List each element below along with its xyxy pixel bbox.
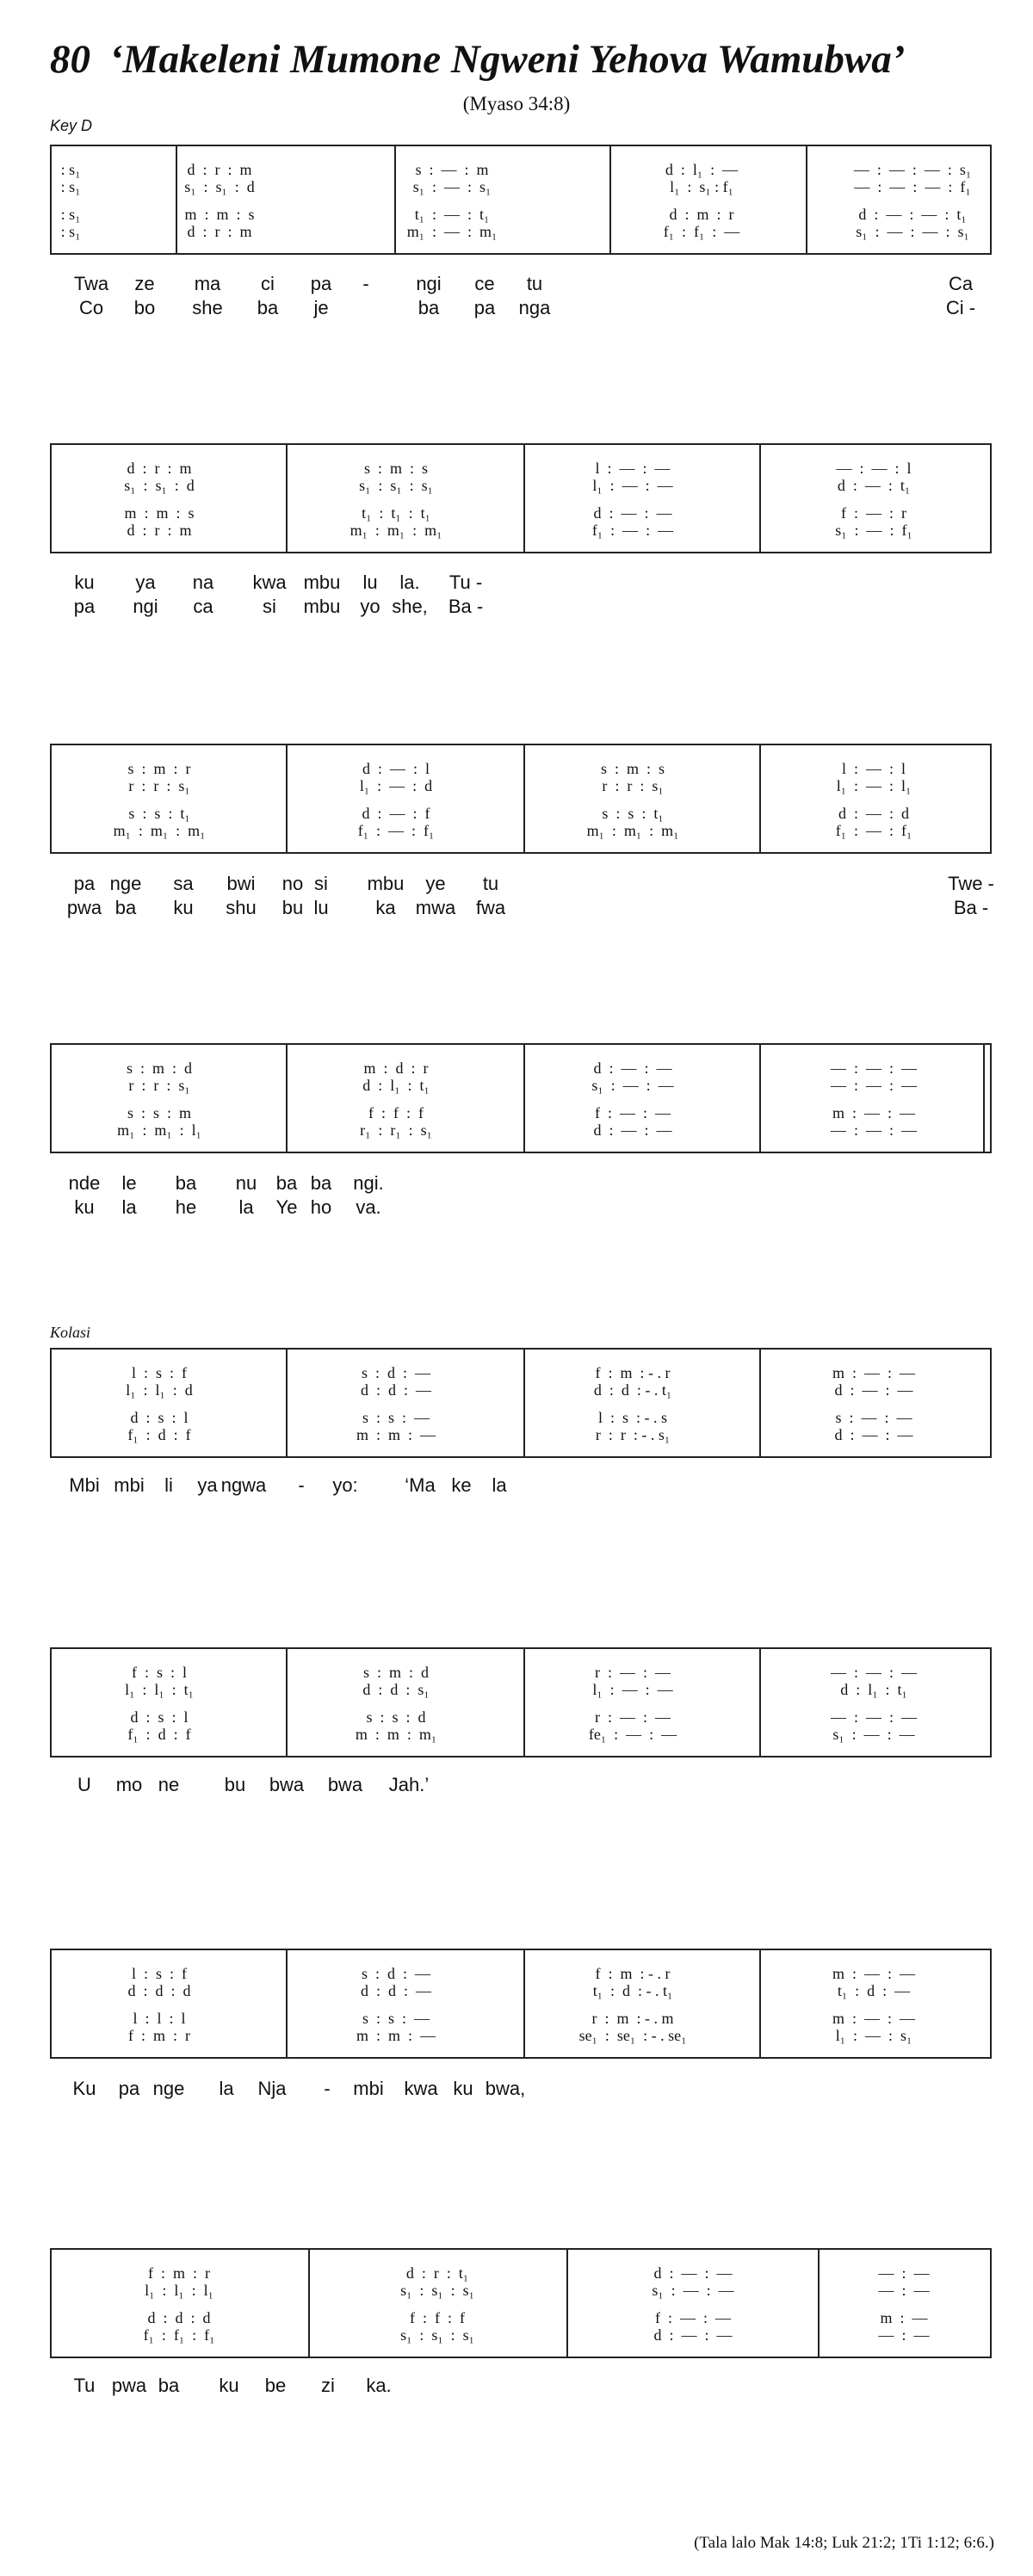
lyric-syllable: Ku — [72, 2078, 96, 2099]
measure-notes: s : — : — — [835, 1409, 912, 1426]
voice-part-row — [52, 776, 993, 795]
measure-notes: fe₁ : — : — — [588, 1726, 677, 1743]
lyric-line — [50, 595, 992, 619]
lyric-syllable: no — [281, 873, 304, 894]
measure-notes: — : — : — : f₁ — [854, 178, 971, 195]
lyric-syllable: Nja — [257, 2078, 287, 2099]
lyric-syllable: ka. — [366, 2375, 392, 2396]
measure-notes: f : f : f — [368, 1104, 424, 1121]
measure-notes: s₁ : — : s₁ — [412, 178, 492, 195]
measure-notes: m : m : s — [124, 504, 195, 522]
voice-part-row — [52, 2026, 993, 2045]
voice-part-row — [52, 804, 993, 823]
lyric-syllable: ku — [453, 2078, 473, 2099]
lyric-syllable: pwa — [66, 897, 102, 918]
measure-notes: l₁ : l₁ : l₁ — [145, 2282, 213, 2299]
lyric-syllable: mbu — [367, 873, 405, 894]
measure-notes: d : — : — — [593, 1121, 672, 1139]
measure-notes: r : — : — — [595, 1664, 671, 1681]
measure-notes: f : — : — — [655, 2309, 731, 2326]
measure-notes: d : d : d — [147, 2309, 211, 2326]
lyric-syllable: nde — [68, 1172, 101, 1194]
voice-part-row — [52, 1381, 993, 1399]
measure-notes: r : r : - . s₁ — [595, 1426, 671, 1443]
measure-notes: — : — — [878, 2326, 930, 2344]
lyric-syllable: bwa — [269, 1774, 305, 1795]
song-title — [50, 36, 905, 83]
lyric-syllable: ba — [310, 1172, 332, 1194]
lyric-syllable: fwa — [475, 897, 506, 918]
measure-notes: se₁ : se₁ : - . se₁ — [578, 2027, 687, 2044]
measure-notes: s : — : m — [415, 161, 489, 178]
measure-notes: l : s : f — [131, 1364, 187, 1381]
measure-notes: s₁ : — : — — [832, 1726, 915, 1743]
lyric-syllable: yo: — [332, 1474, 358, 1496]
staff-box — [50, 1348, 992, 1458]
measure-notes: r : — : — — [595, 1708, 671, 1726]
lyric-syllable: - — [298, 1474, 305, 1496]
measure-notes: f : — : — — [595, 1104, 671, 1121]
measure-notes: : s₁ — [60, 206, 81, 223]
staff-box — [50, 2248, 992, 2358]
measure-notes: l₁ : s₁ : f₁ — [670, 178, 733, 195]
voice-part-row — [52, 222, 993, 241]
lyric-line — [50, 872, 992, 896]
lyric-syllable: pa — [73, 596, 96, 617]
lyric-syllable: ngwa — [220, 1474, 267, 1496]
voice-part-row — [52, 1076, 993, 1095]
measure-notes: s : m : s — [600, 760, 665, 777]
measure-notes: l₁ : l₁ : t₁ — [125, 1681, 194, 1698]
measure-notes: d : — : — — [593, 1059, 672, 1077]
lyric-syllable: ya — [135, 571, 156, 593]
lyric-line — [50, 1195, 992, 1220]
lyric-syllable: ci — [261, 273, 275, 294]
measure-notes: m : — : — — [832, 1364, 915, 1381]
measure-notes: l₁ : — : d — [359, 777, 433, 794]
measure-notes: r₁ : r₁ : s₁ — [360, 1121, 432, 1139]
lyric-syllable: nu — [235, 1172, 257, 1194]
lyric-syllable: ya — [197, 1474, 218, 1496]
measure-notes: : s₁ — [60, 178, 81, 195]
voice-part-row — [52, 205, 993, 224]
measure-notes: — : — : — — [830, 1708, 917, 1726]
lyric-syllable: ba — [257, 297, 279, 318]
lyric-syllable: sa — [173, 873, 194, 894]
voice-part-row — [52, 1103, 993, 1122]
measure-notes: d : — : — — [834, 1426, 913, 1443]
lyric-syllable: ke — [451, 1474, 472, 1496]
lyric-syllable: nge — [152, 2078, 185, 2099]
measure-notes: s : d : — — [361, 1965, 430, 1982]
lyric-syllable: bwi — [226, 873, 256, 894]
lyric-syllable: ku — [74, 571, 95, 593]
measure-notes: m : m : m₁ — [355, 1726, 437, 1743]
lyric-syllable: ba — [158, 2375, 180, 2396]
measure-notes: s₁ : — : — — [652, 2282, 734, 2299]
measure-notes: m₁ : m₁ : m₁ — [586, 822, 679, 839]
voice-part-row — [52, 177, 993, 196]
measure-notes: s₁ : — : — : s₁ — [856, 223, 969, 240]
measure-notes: r : m : - . m — [591, 2010, 674, 2027]
measure-notes: s : m : r — [127, 760, 191, 777]
lyric-syllable: Ye — [275, 1196, 298, 1218]
measure-notes: l : s : f — [131, 1965, 187, 1982]
lyric-syllable: ku — [173, 897, 194, 918]
measure-notes: d : d : - . t₁ — [593, 1381, 672, 1399]
measure-notes: s : s : t₁ — [128, 805, 190, 822]
voice-part-row — [52, 821, 993, 840]
measure-notes: d : r : m — [187, 223, 252, 240]
measure-notes: — : — : — — [830, 1664, 917, 1681]
lyric-line — [50, 1473, 992, 1498]
lyric-syllable: la. — [399, 571, 420, 593]
measure-notes: f₁ : — : — — [591, 522, 674, 539]
lyric-syllable: - — [324, 2078, 331, 2099]
voice-part-row — [52, 521, 993, 540]
staff-box — [50, 1647, 992, 1757]
lyric-syllable: ze — [134, 273, 155, 294]
lyric-syllable: si — [263, 596, 276, 617]
lyric-syllable: bwa, — [485, 2078, 526, 2099]
lyric-syllable: kwa — [404, 2078, 438, 2099]
measure-notes: s₁ : s₁ : s₁ — [400, 2282, 474, 2299]
lyric-line — [50, 2077, 992, 2101]
measure-notes: d : d : — — [360, 1982, 431, 1999]
key-signature: Key D — [50, 117, 93, 134]
voice-part-row — [52, 503, 993, 522]
lyric-syllable: pwa — [111, 2375, 147, 2396]
voice-part-row — [52, 160, 993, 179]
measure-notes: m : m : — — [356, 2027, 436, 2044]
measure-notes: d : — : — : t₁ — [858, 206, 967, 223]
measure-notes: d : — : f — [362, 805, 430, 822]
measure-notes: f₁ : d : f — [127, 1726, 191, 1743]
voice-part-row — [52, 2326, 993, 2344]
measure-notes: d : — : — — [653, 2326, 733, 2344]
voice-part-row — [52, 459, 993, 478]
measure-notes: : s₁ — [60, 223, 81, 240]
measure-notes: f : m : - . r — [595, 1364, 671, 1381]
lyric-syllable: Ci - — [945, 297, 976, 318]
measure-notes: s : s : m — [127, 1104, 191, 1121]
lyric-syllable: ngi — [416, 273, 442, 294]
measure-notes: d : — : — — [834, 1381, 913, 1399]
measure-notes: : s₁ — [60, 161, 81, 178]
lyric-syllable: Tu - — [448, 571, 483, 593]
measure-notes: m₁ : m₁ : l₁ — [117, 1121, 201, 1139]
staff-box — [50, 443, 992, 553]
lyric-syllable: la — [492, 1474, 507, 1496]
measure-notes: d : r : m — [127, 460, 192, 477]
lyric-syllable: ngi — [133, 596, 158, 617]
measure-notes: t₁ : d : - . t₁ — [592, 1982, 673, 1999]
lyric-syllable: nge — [109, 873, 142, 894]
lyric-syllable: ho — [310, 1196, 332, 1218]
measure-notes: s : m : s — [363, 460, 428, 477]
footnote: (Tala lalo Mak 14:8; Luk 21:2; 1Ti 1:12; 6:6.) — [694, 2534, 994, 2552]
measure-notes: s₁ : s₁ : s₁ — [359, 477, 433, 494]
lyric-syllable: pa — [473, 297, 496, 318]
measure-notes: m : d : r — [363, 1059, 429, 1077]
measure-notes: s₁ : s₁ : d — [124, 477, 195, 494]
measure-notes: m : m : s — [184, 206, 255, 223]
lyric-syllable: lu — [362, 571, 378, 593]
voice-part-row — [52, 1663, 993, 1682]
measure-notes: r : r : s₁ — [602, 777, 664, 794]
voice-part-row — [52, 2264, 993, 2283]
lyric-syllable: yo — [360, 596, 380, 617]
measure-notes: s : s : — — [362, 1409, 430, 1426]
lyric-syllable: mo — [115, 1774, 143, 1795]
measure-notes: s : s : — — [362, 2010, 430, 2027]
lyric-syllable: ku — [74, 1196, 95, 1218]
measure-notes: d : — : t₁ — [837, 477, 911, 494]
lyric-syllable: mbu — [303, 571, 341, 593]
lyric-syllable: Ba - — [953, 897, 989, 918]
lyric-line — [50, 896, 992, 920]
voice-part-row — [52, 2009, 993, 2028]
measure-notes: m : — — [880, 2309, 928, 2326]
measure-notes: m : — : — — [832, 1965, 915, 1982]
lyric-syllable: na — [192, 571, 214, 593]
measure-notes: m₁ : m₁ : m₁ — [113, 822, 206, 839]
measure-notes: f₁ : — : f₁ — [835, 822, 912, 839]
lyric-syllable: nga — [518, 297, 551, 318]
staff-box — [50, 1043, 992, 1153]
measure-notes: d : r : m — [187, 161, 252, 178]
lyric-syllable: ne — [158, 1774, 180, 1795]
lyric-syllable: tu — [526, 273, 543, 294]
measure-notes: — : — : l — [836, 460, 912, 477]
measure-notes: d : l₁ : — — [665, 161, 739, 178]
lyric-line — [50, 272, 992, 296]
measure-notes: s : m : d — [126, 1059, 192, 1077]
measure-notes: d : d : — — [360, 1381, 431, 1399]
measure-notes: l₁ : — : — — [592, 1681, 673, 1698]
measure-notes: s : s : d — [366, 1708, 426, 1726]
lyric-line — [50, 1171, 992, 1195]
measure-notes: f : s : l — [131, 1664, 187, 1681]
voice-part-row — [52, 1680, 993, 1699]
measure-notes: d : — : — — [653, 2264, 733, 2282]
measure-notes: l : — : l — [841, 760, 906, 777]
measure-notes: — : — : — — [830, 1077, 917, 1094]
measure-notes: m₁ : m₁ : m₁ — [349, 522, 442, 539]
lyric-syllable: Co — [78, 297, 104, 318]
measure-notes: f : m : r — [128, 2027, 190, 2044]
lyric-line — [50, 2374, 992, 2398]
measure-notes: f₁ : f₁ : — — [663, 223, 740, 240]
measure-notes: — : — : — : s₁ — [853, 161, 972, 178]
lyric-syllable: ba — [114, 897, 137, 918]
lyric-syllable: zi — [321, 2375, 335, 2396]
lyric-syllable: lu — [313, 897, 329, 918]
voice-part-row — [52, 1981, 993, 2000]
measure-notes: s : s : t₁ — [602, 805, 664, 822]
measure-notes: d : d : s₁ — [362, 1681, 430, 1698]
measure-notes: s : d : — — [361, 1364, 430, 1381]
measure-notes: m : — : — — [832, 1104, 915, 1121]
lyric-syllable: le — [121, 1172, 137, 1194]
voice-part-row — [52, 2308, 993, 2327]
lyric-syllable: bu — [281, 897, 304, 918]
lyric-syllable: pa — [73, 873, 96, 894]
voice-part-row — [52, 1708, 993, 1727]
measure-notes: f₁ : f₁ : f₁ — [143, 2326, 215, 2344]
staff-box — [50, 1949, 992, 2059]
lyric-syllable: mbi — [114, 1474, 145, 1496]
lyric-syllable: la — [219, 2078, 234, 2099]
measure-notes: d : l₁ : t₁ — [362, 1077, 430, 1094]
lyric-syllable: Ba - — [448, 596, 484, 617]
voice-part-row — [52, 476, 993, 495]
staff-box — [50, 744, 992, 854]
measure-notes: s₁ : — : — — [591, 1077, 674, 1094]
lyric-syllable: he — [175, 1196, 197, 1218]
lyric-syllable: je — [313, 297, 329, 318]
lyric-syllable: - — [362, 273, 369, 294]
lyric-syllable: ngi. — [353, 1172, 384, 1194]
measure-notes: m₁ : — : m₁ — [406, 223, 498, 240]
lyric-syllable: be — [264, 2375, 287, 2396]
measure-notes: l₁ : l₁ : d — [126, 1381, 193, 1399]
measure-notes: f : f : f — [410, 2309, 465, 2326]
voice-part-row — [52, 1363, 993, 1382]
measure-notes: m : m : — — [356, 1426, 436, 1443]
measure-notes: l : s : - . s — [597, 1409, 667, 1426]
voice-part-row — [52, 759, 993, 778]
lyric-syllable: mbu — [303, 596, 341, 617]
lyric-syllable: ma — [194, 273, 221, 294]
voice-part-row — [52, 1121, 993, 1140]
lyric-syllable: U — [77, 1774, 91, 1795]
measure-notes: — : — : — — [830, 1121, 917, 1139]
measure-notes: — : — — [878, 2282, 930, 2299]
lyric-syllable: ce — [474, 273, 495, 294]
lyric-syllable: li — [164, 1474, 173, 1496]
lyric-syllable: Ca — [948, 273, 974, 294]
lyric-syllable: Tu — [73, 2375, 96, 2396]
voice-part-row — [52, 2281, 993, 2300]
measure-notes: d : — : l — [362, 760, 430, 777]
measure-notes: t₁ : d : — — [837, 1982, 911, 1999]
chorus-label: Kolasi — [50, 1324, 91, 1341]
measure-notes: t₁ : t₁ : t₁ — [362, 504, 430, 522]
lyric-syllable: ka — [375, 897, 396, 918]
lyric-syllable: ca — [193, 596, 213, 617]
lyric-syllable: mbi — [353, 2078, 384, 2099]
lyric-syllable: ba — [418, 297, 440, 318]
measure-notes: d : m : r — [669, 206, 734, 223]
measure-notes: d : r : m — [127, 522, 192, 539]
measure-notes: f₁ : — : f₁ — [357, 822, 435, 839]
lyric-syllable: bo — [133, 297, 156, 318]
measure-notes: s₁ : s₁ : d — [184, 178, 255, 195]
measure-notes: d : — : d — [838, 805, 909, 822]
measure-notes: l : — : — — [595, 460, 671, 477]
measure-notes: f : — : r — [841, 504, 906, 522]
measure-notes: s : m : d — [362, 1664, 429, 1681]
measure-notes: d : r : t₁ — [405, 2264, 469, 2282]
measure-notes: d : l₁ : t₁ — [840, 1681, 907, 1698]
measure-notes: l₁ : — : l₁ — [836, 777, 912, 794]
lyric-syllable: Jah.’ — [388, 1774, 430, 1795]
lyric-syllable: kwa — [252, 571, 287, 593]
measure-notes: d : s : l — [130, 1409, 189, 1426]
lyric-syllable: va. — [356, 1196, 381, 1218]
lyric-line — [50, 1773, 992, 1797]
voice-part-row — [52, 1408, 993, 1427]
lyric-syllable: ku — [219, 2375, 239, 2396]
voice-part-row — [52, 1059, 993, 1078]
lyric-syllable: ba — [175, 1172, 197, 1194]
lyric-syllable: si — [314, 873, 328, 894]
lyric-syllable: Twa — [73, 273, 109, 294]
measure-notes: l₁ : — : — — [592, 477, 673, 494]
measure-notes: f : m : - . r — [595, 1965, 671, 1982]
measure-notes: r : r : s₁ — [128, 777, 190, 794]
measure-notes: l₁ : — : s₁ — [835, 2027, 912, 2044]
lyric-line — [50, 571, 992, 595]
voice-part-row — [52, 1425, 993, 1444]
staff-box — [50, 145, 992, 255]
lyric-syllable: mwa — [415, 897, 456, 918]
measure-notes: t₁ : — : t₁ — [414, 206, 490, 223]
measure-notes: m : — : — — [832, 2010, 915, 2027]
measure-notes: l : l : l — [133, 2010, 186, 2027]
lyric-syllable: bu — [224, 1774, 246, 1795]
measure-notes: s₁ : s₁ : s₁ — [400, 2326, 474, 2344]
song-title-text: ‘Makeleni Mumone Ngweni Yehova Wamubwa’ — [109, 37, 906, 82]
lyric-syllable: pa — [118, 2078, 140, 2099]
voice-part-row — [52, 1964, 993, 1983]
measure-notes: r : r : s₁ — [128, 1077, 190, 1094]
lyric-syllable: shu — [226, 897, 257, 918]
lyric-syllable: la — [121, 1196, 137, 1218]
lyric-syllable: bwa — [327, 1774, 363, 1795]
lyric-syllable: Mbi — [69, 1474, 100, 1496]
lyric-syllable: la — [238, 1196, 254, 1218]
lyric-syllable: Twe - — [948, 873, 994, 894]
measure-notes: f₁ : d : f — [127, 1426, 191, 1443]
scripture-reference: (Myaso 34:8) — [462, 93, 571, 114]
lyric-syllable: ba — [275, 1172, 298, 1194]
lyric-line — [50, 296, 992, 320]
measure-notes: s₁ : — : f₁ — [835, 522, 912, 539]
voice-part-row — [52, 1725, 993, 1744]
lyric-syllable: ‘Ma — [405, 1474, 436, 1496]
lyric-syllable: she, — [392, 596, 428, 617]
measure-notes: d : s : l — [130, 1708, 189, 1726]
measure-notes: — : — — [878, 2264, 930, 2282]
song-number: 80 — [50, 37, 90, 82]
lyric-syllable: pa — [310, 273, 332, 294]
measure-notes: — : — : — — [830, 1059, 917, 1077]
lyric-syllable: she — [192, 297, 223, 318]
measure-notes: f : m : r — [148, 2264, 210, 2282]
measure-notes: d : — : — — [593, 504, 672, 522]
lyric-syllable: ye — [425, 873, 446, 894]
measure-notes: d : d : d — [127, 1982, 191, 1999]
lyric-syllable: tu — [482, 873, 499, 894]
